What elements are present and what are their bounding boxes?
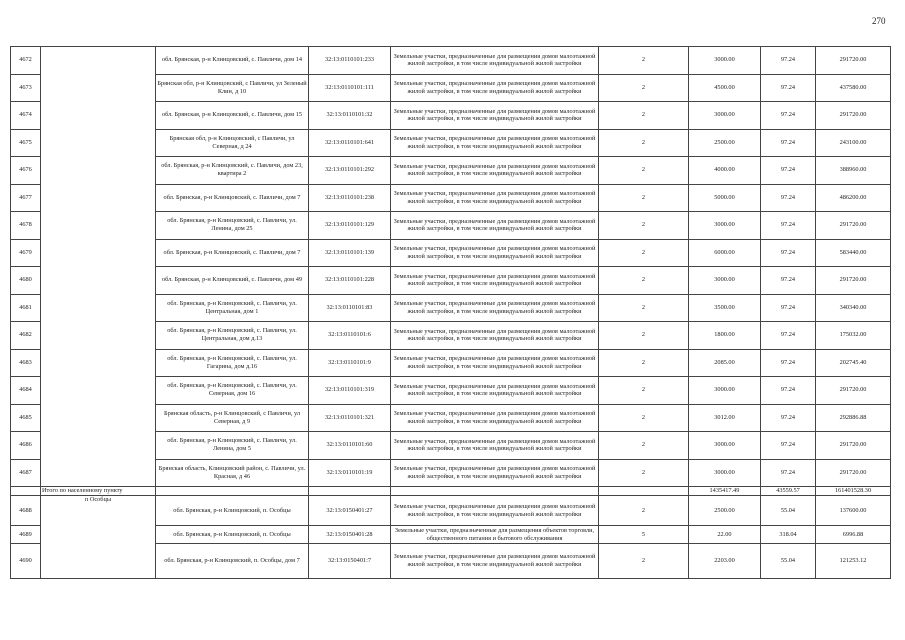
land-use-description: Земельные участки, предназначенные для размещения домов малоэтажной жилой застройки, в том числе индивидуальной жилой застройки xyxy=(391,212,599,240)
cadastral-number: 32:13:0110101:83 xyxy=(309,294,391,322)
settlement-name xyxy=(41,47,156,487)
category-code: 2 xyxy=(599,184,689,212)
land-use-description: Земельные участки, предназначенные для размещения домов малоэтажной жилой застройки, в том числе индивидуальной жилой застройки xyxy=(391,322,599,350)
unit-price: 97.24 xyxy=(761,322,816,350)
unit-price: 97.24 xyxy=(761,212,816,240)
address: обл. Брянская, р-н Клинцовский, с. Павличи, дом 15 xyxy=(156,102,309,130)
address: обл. Брянская, р-н Клинцовский, с. Павличи, ул. Ленина, дом 25 xyxy=(156,212,309,240)
land-use-description: Земельные участки, предназначенные для размещения домов малоэтажной жилой застройки, в том числе индивидуальной жилой застройки xyxy=(391,267,599,295)
address: Брянская область, р-н Клинцовский, с Павличи, ул Северная, д 9 xyxy=(156,404,309,432)
area: 22.00 xyxy=(689,526,761,544)
unit-price: 97.24 xyxy=(761,404,816,432)
land-use-description: Земельные участки, предназначенные для размещения домов малоэтажной жилой застройки, в том числе индивидуальной жилой застройки xyxy=(391,184,599,212)
row-number: 4689 xyxy=(11,526,41,544)
cadastral-value: 437580.00 xyxy=(816,74,891,102)
unit-price: 97.24 xyxy=(761,377,816,405)
land-use-description: Земельные участки, предназначенные для размещения домов малоэтажной жилой застройки, в том числе индивидуальной жилой застройки xyxy=(391,294,599,322)
category-code: 2 xyxy=(599,157,689,185)
land-use-description: Земельные участки, предназначенные для размещения домов малоэтажной жилой застройки, в том числе индивидуальной жилой застройки xyxy=(391,459,599,487)
cadastral-number: 32:13:0150401:7 xyxy=(309,544,391,579)
table-row xyxy=(11,496,891,526)
total-label: Итого по населенному пункту xyxy=(41,487,156,496)
address: обл. Брянская, р-н Клинцовский, с. Павличи, дом 14 xyxy=(156,47,309,75)
unit-price: 97.24 xyxy=(761,239,816,267)
cadastral-number: 32:13:0150401:27 xyxy=(309,496,391,526)
cadastral-number: 32:13:0110101:111 xyxy=(309,74,391,102)
cadastral-number: 32:13:0110101:6 xyxy=(309,322,391,350)
category-code: 2 xyxy=(599,322,689,350)
category-code: 2 xyxy=(599,496,689,526)
unit-price: 97.24 xyxy=(761,184,816,212)
row-number: 4676 xyxy=(11,157,41,185)
category-code: 2 xyxy=(599,102,689,130)
cadastral-value: 583440.00 xyxy=(816,239,891,267)
row-number: 4690 xyxy=(11,544,41,579)
row-number: 4672 xyxy=(11,47,41,75)
land-use-description: Земельные участки, предназначенные для размещения домов малоэтажной жилой застройки, в том числе индивидуальной жилой застройки xyxy=(391,74,599,102)
address: Брянская область, Клинцовский район, с. Павличи, ул. Красная, д 46 xyxy=(156,459,309,487)
unit-price: 97.24 xyxy=(761,47,816,75)
row-number: 4684 xyxy=(11,377,41,405)
settlement-name: п Особцы xyxy=(41,496,156,579)
area: 5000.00 xyxy=(689,184,761,212)
row-number: 4674 xyxy=(11,102,41,130)
blank-cell xyxy=(11,487,41,496)
land-use-description: Земельные участки, предназначенные для размещения домов малоэтажной жилой застройки, в том числе индивидуальной жилой застройки xyxy=(391,404,599,432)
cadastral-number: 32:13:0150401:28 xyxy=(309,526,391,544)
cadastral-number: 32:13:0110101:9 xyxy=(309,349,391,377)
unit-price: 97.24 xyxy=(761,459,816,487)
unit-price: 97.24 xyxy=(761,267,816,295)
cadastral-number: 32:13:0110101:139 xyxy=(309,239,391,267)
area: 4500.00 xyxy=(689,74,761,102)
address: обл. Брянская, р-н Клинцовский, с. Павличи, дом 7 xyxy=(156,239,309,267)
table-row xyxy=(11,47,891,75)
cadastral-value: 291720.00 xyxy=(816,459,891,487)
cadastral-value: 291720.00 xyxy=(816,432,891,460)
row-number: 4687 xyxy=(11,459,41,487)
area: 3000.00 xyxy=(689,432,761,460)
address: обл. Брянская, р-н Клинцовский, с. Павличи, дом 49 xyxy=(156,267,309,295)
land-use-description: Земельные участки, предназначенные для размещения домов малоэтажной жилой застройки, в том числе индивидуальной жилой застройки xyxy=(391,239,599,267)
cadastral-value: 137600.00 xyxy=(816,496,891,526)
land-plots-table xyxy=(10,46,891,579)
row-number: 4679 xyxy=(11,239,41,267)
row-number: 4683 xyxy=(11,349,41,377)
address: обл. Брянская, р-н Клинцовский, с. Павличи, ул. Северная, дом 16 xyxy=(156,377,309,405)
cadastral-value: 291720.00 xyxy=(816,102,891,130)
blank-cell xyxy=(391,487,599,496)
unit-price: 55.04 xyxy=(761,544,816,579)
category-code: 2 xyxy=(599,544,689,579)
area: 3000.00 xyxy=(689,459,761,487)
category-code: 2 xyxy=(599,459,689,487)
cadastral-value: 243100.00 xyxy=(816,129,891,157)
row-number: 4673 xyxy=(11,74,41,102)
cadastral-number: 32:13:0110101:233 xyxy=(309,47,391,75)
address: обл. Брянская, р-н Клинцовский, с. Павличи, ул. Центральная, дом 1 xyxy=(156,294,309,322)
cadastral-number: 32:13:0110101:292 xyxy=(309,157,391,185)
address: обл. Брянская, р-н Клинцовский, п. Особцы xyxy=(156,526,309,544)
area: 4000.00 xyxy=(689,157,761,185)
blank-cell xyxy=(156,487,309,496)
cadastral-value: 340340.00 xyxy=(816,294,891,322)
unit-price: 97.24 xyxy=(761,129,816,157)
row-number: 4681 xyxy=(11,294,41,322)
cadastral-number: 32:13:0110101:32 xyxy=(309,102,391,130)
total-row xyxy=(11,487,891,496)
area: 2203.00 xyxy=(689,544,761,579)
land-use-description: Земельные участки, предназначенные для размещения домов малоэтажной жилой застройки, в том числе индивидуальной жилой застройки xyxy=(391,544,599,579)
cadastral-number: 32:13:0110101:60 xyxy=(309,432,391,460)
address: обл. Брянская, р-н Клинцовский, п. Особцы xyxy=(156,496,309,526)
category-code: 2 xyxy=(599,212,689,240)
category-code: 2 xyxy=(599,267,689,295)
blank-cell xyxy=(309,487,391,496)
address: обл. Брянская, р-н Клинцовский, с. Павличи, ул. Гагарина, дом д.16 xyxy=(156,349,309,377)
cadastral-value: 291720.00 xyxy=(816,377,891,405)
row-number: 4688 xyxy=(11,496,41,526)
row-number: 4682 xyxy=(11,322,41,350)
unit-price: 318.04 xyxy=(761,526,816,544)
row-number: 4680 xyxy=(11,267,41,295)
unit-price: 97.24 xyxy=(761,349,816,377)
row-number: 4675 xyxy=(11,129,41,157)
address: обл. Брянская, р-н Клинцовский, п. Особцы, дом 7 xyxy=(156,544,309,579)
area: 6000.00 xyxy=(689,239,761,267)
row-number: 4678 xyxy=(11,212,41,240)
area: 3012.00 xyxy=(689,404,761,432)
address: обл. Брянская, р-н Клинцовский, с. Павличи, ул. Центральная, дом д.13 xyxy=(156,322,309,350)
cadastral-number: 32:13:0110101:228 xyxy=(309,267,391,295)
category-code: 2 xyxy=(599,404,689,432)
address: обл. Брянская, р-н Клинцовский, с. Павличи, дом 7 xyxy=(156,184,309,212)
area: 3500.00 xyxy=(689,294,761,322)
address: обл. Брянская, р-н Клинцовский, с. Павличи, дом 23, квартира 2 xyxy=(156,157,309,185)
unit-price: 97.24 xyxy=(761,432,816,460)
category-code: 2 xyxy=(599,377,689,405)
category-code: 2 xyxy=(599,74,689,102)
page-number: 270 xyxy=(872,16,886,26)
cadastral-number: 32:13:0110101:19 xyxy=(309,459,391,487)
address: обл. Брянская, р-н Клинцовский, с. Павличи, ул. Ленина, дом 5 xyxy=(156,432,309,460)
area: 3000.00 xyxy=(689,212,761,240)
area: 3000.00 xyxy=(689,377,761,405)
total-price: 43559.57 xyxy=(761,487,816,496)
cadastral-value: 175032.00 xyxy=(816,322,891,350)
address: Брянская обл, р-н Клинцовский, с Павличи, ул Зеленый Клин, д 10 xyxy=(156,74,309,102)
land-use-description: Земельные участки, предназначенные для размещения домов малоэтажной жилой застройки, в том числе индивидуальной жилой застройки xyxy=(391,496,599,526)
category-code: 2 xyxy=(599,129,689,157)
cadastral-value: 291720.00 xyxy=(816,267,891,295)
cadastral-value: 292886.88 xyxy=(816,404,891,432)
cadastral-value: 6996.88 xyxy=(816,526,891,544)
unit-price: 97.24 xyxy=(761,157,816,185)
area: 3000.00 xyxy=(689,47,761,75)
land-use-description: Земельные участки, предназначенные для размещения домов малоэтажной жилой застройки, в том числе индивидуальной жилой застройки xyxy=(391,377,599,405)
cadastral-value: 121253.12 xyxy=(816,544,891,579)
unit-price: 97.24 xyxy=(761,294,816,322)
row-number: 4686 xyxy=(11,432,41,460)
cadastral-value: 291720.00 xyxy=(816,212,891,240)
category-code: 2 xyxy=(599,47,689,75)
blank-cell xyxy=(599,487,689,496)
area: 1800.00 xyxy=(689,322,761,350)
unit-price: 97.24 xyxy=(761,102,816,130)
land-use-description: Земельные участки, предназначенные для размещения домов малоэтажной жилой застройки, в том числе индивидуальной жилой застройки xyxy=(391,129,599,157)
category-code: 2 xyxy=(599,432,689,460)
row-number: 4685 xyxy=(11,404,41,432)
land-use-description: Земельные участки, предназначенные для размещения объектов торговли, общественного питания и бытового обслуживания xyxy=(391,526,599,544)
cadastral-number: 32:13:0110101:238 xyxy=(309,184,391,212)
land-use-description: Земельные участки, предназначенные для размещения домов малоэтажной жилой застройки, в том числе индивидуальной жилой застройки xyxy=(391,157,599,185)
land-use-description: Земельные участки, предназначенные для размещения домов малоэтажной жилой застройки, в том числе индивидуальной жилой застройки xyxy=(391,349,599,377)
total-area: 1435417.49 xyxy=(689,487,761,496)
cadastral-value: 486200.00 xyxy=(816,184,891,212)
cadastral-number: 32:13:0110101:641 xyxy=(309,129,391,157)
cadastral-value: 202745.40 xyxy=(816,349,891,377)
land-use-description: Земельные участки, предназначенные для размещения домов малоэтажной жилой застройки, в том числе индивидуальной жилой застройки xyxy=(391,47,599,75)
cadastral-value: 388960.00 xyxy=(816,157,891,185)
category-code: 2 xyxy=(599,239,689,267)
category-code: 5 xyxy=(599,526,689,544)
cadastral-number: 32:13:0110101:129 xyxy=(309,212,391,240)
category-code: 2 xyxy=(599,294,689,322)
total-value: 161401528.30 xyxy=(816,487,891,496)
row-number: 4677 xyxy=(11,184,41,212)
area: 3000.00 xyxy=(689,102,761,130)
cadastral-number: 32:13:0110101:321 xyxy=(309,404,391,432)
land-use-description: Земельные участки, предназначенные для размещения домов малоэтажной жилой застройки, в том числе индивидуальной жилой застройки xyxy=(391,432,599,460)
cadastral-number: 32:13:0110101:319 xyxy=(309,377,391,405)
unit-price: 55.04 xyxy=(761,496,816,526)
area: 2500.00 xyxy=(689,129,761,157)
area: 2085.00 xyxy=(689,349,761,377)
area: 2500.00 xyxy=(689,496,761,526)
category-code: 2 xyxy=(599,349,689,377)
area: 3000.00 xyxy=(689,267,761,295)
address: Брянская обл, р-н Клинцовский, с Павличи, ул Северная, д 24 xyxy=(156,129,309,157)
land-use-description: Земельные участки, предназначенные для размещения домов малоэтажной жилой застройки, в том числе индивидуальной жилой застройки xyxy=(391,102,599,130)
cadastral-value: 291720.00 xyxy=(816,47,891,75)
unit-price: 97.24 xyxy=(761,74,816,102)
